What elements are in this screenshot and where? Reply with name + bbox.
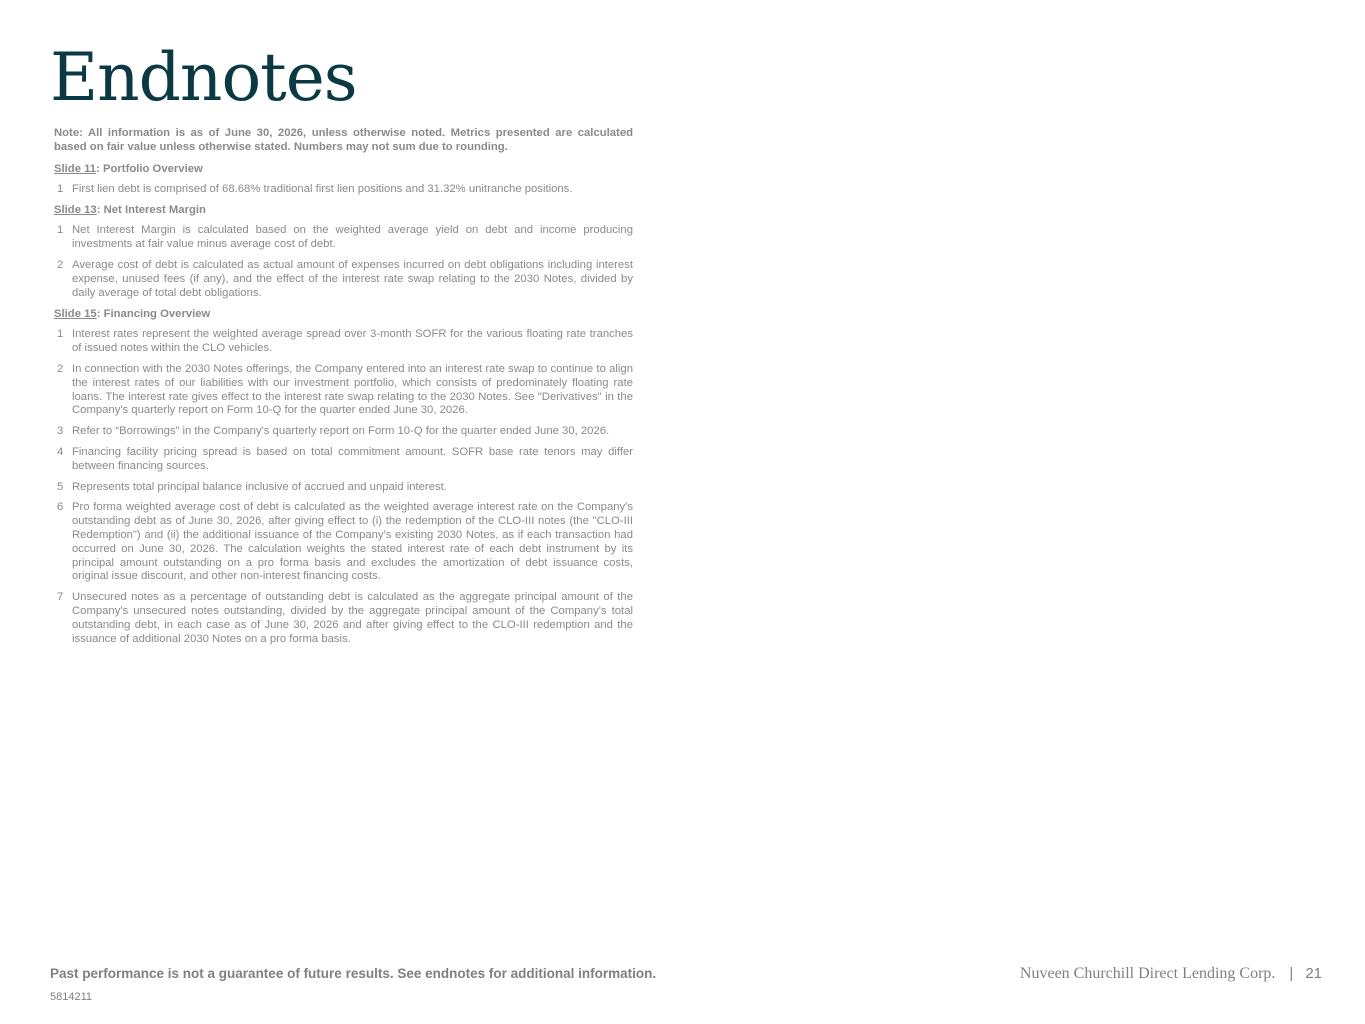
section-heading-slide-13	[54, 203, 633, 217]
endnote-item	[54, 501, 633, 584]
endnote-text: Unsecured notes as a percentage of outstanding debt is calculated as the aggregate principal amount of the Company's unsecured notes outstanding, divided by the aggregate principal amount of the Company's total outstanding debt, in each case as of June 30, 2026 and after giving effect to the CLO-III redemption and the issuance of additional 2030 Notes on a pro forma basis.	[72, 591, 633, 645]
section-title: : Financing Overview	[96, 308, 211, 321]
endnote-item	[54, 328, 633, 356]
endnotes-content	[54, 127, 633, 653]
endnote-number: 6	[57, 501, 64, 514]
endnote-item	[54, 481, 633, 495]
endnote-item	[54, 425, 633, 439]
section-heading-slide-15	[54, 307, 633, 321]
endnote-number: 1	[57, 328, 64, 341]
endnote-number: 2	[57, 258, 64, 271]
endnote-item	[54, 446, 633, 474]
endnote-text: Average cost of debt is calculated as actual amount of expenses incurred on debt obligations including interest expense, unused fees (if any), and the effect of the interest rate swap relating to the 2030 Notes, divided by daily average of total debt obligations.	[72, 258, 633, 299]
endnote-text: Financing facility pricing spread is based on total commitment amount. SOFR base rate tenors may differ between financing sources.	[72, 445, 633, 472]
footer-branding	[1020, 965, 1322, 983]
endnote-item	[54, 183, 633, 197]
document-code: 5814211	[50, 991, 93, 1003]
slide-13-link[interactable]: Slide 13	[54, 204, 97, 217]
slide-11-link[interactable]: Slide 11	[54, 162, 97, 175]
page-number: 21	[1305, 965, 1322, 982]
endnote-text: Net Interest Margin is calculated based on the weighted average yield on debt and income producing investments at fair value minus average cost of debt.	[72, 224, 633, 251]
endnote-text: Interest rates represent the weighted average spread over 3-month SOFR for the various floating rate tranches of issued notes within the CLO vehicles.	[72, 328, 633, 355]
section-heading-slide-11	[54, 162, 633, 176]
endnote-item	[54, 363, 633, 418]
endnote-text: Represents total principal balance inclusive of accrued and unpaid interest.	[72, 480, 447, 493]
endnote-list-slide-13	[54, 224, 633, 300]
endnote-list-slide-15	[54, 328, 633, 646]
endnote-number: 5	[57, 480, 64, 493]
footer-disclaimer: Past performance is not a guarantee of future results. See endnotes for additional information.	[50, 966, 657, 981]
endnote-item	[54, 224, 633, 252]
footer-separator: |	[1289, 965, 1294, 982]
endnote-item	[54, 259, 633, 300]
company-name: Nuveen Churchill Direct Lending Corp.	[1019, 965, 1276, 982]
endnote-text: First lien debt is comprised of 68.68% traditional first lien positions and 31.32% unitranche positions.	[72, 182, 573, 195]
endnote-text: Refer to “Borrowings” in the Company's quarterly report on Form 10-Q for the quarter ended June 30, 2026.	[72, 425, 610, 438]
section-title: : Net Interest Margin	[96, 204, 206, 217]
endnote-number: 1	[57, 182, 64, 195]
page-title: Endnotes	[50, 39, 357, 116]
endnote-number: 7	[57, 591, 64, 604]
endnote-item	[54, 591, 633, 646]
endnote-number: 2	[57, 362, 64, 375]
endnote-list-slide-11	[54, 183, 633, 197]
general-note: Note: All information is as of June 30, 2026, unless otherwise noted. Metrics presented are calculated based on fair value unless otherwise stated. Numbers may not sum due to rounding.	[54, 127, 633, 153]
endnote-text: In connection with the 2030 Notes offerings, the Company entered into an interest rate swap to continue to align the interest rates of our liabilities with our investment portfolio, which consists of predominately floating rate loans. The interest rate gives effect to the interest rate swap relating to the 2030 Notes. See "Derivatives" in the Company's quarterly report on Form 10-Q for the quarter ended June 30, 2026.	[72, 362, 633, 417]
endnote-number: 3	[57, 425, 64, 438]
slide-15-link[interactable]: Slide 15	[54, 308, 97, 321]
endnote-number: 1	[57, 224, 64, 237]
section-title: : Portfolio Overview	[96, 162, 203, 175]
endnote-text: Pro forma weighted average cost of debt is calculated as the weighted average interest rate on the Company's outstanding debt as of June 30, 2026, after giving effect to (i) the redemption of the CLO-III notes (the "CLO-III Redemption") and (ii) the additional issuance of the Company's existing 2030 Notes, as if each transaction had occurred on June 30, 2026. The calculation weights the stated interest rate of each debt instrument by its principal amount outstanding on a pro forma basis and excludes the amortization of debt issuance costs, original issue discount, and other non-interest financing costs.	[72, 501, 633, 583]
endnote-number: 4	[57, 445, 64, 458]
